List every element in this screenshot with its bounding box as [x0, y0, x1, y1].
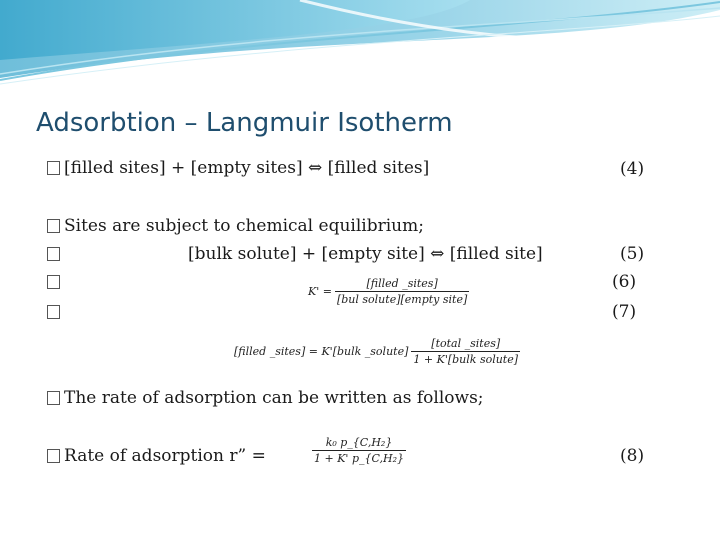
formula-rate [312, 436, 406, 465]
bullet-icon [47, 247, 60, 261]
formula-filled-sites-denominator: 1 + K'[bulk solute] [413, 353, 519, 366]
bullet-icon [47, 161, 60, 175]
bullet-icon [47, 275, 60, 289]
formula-k-prime-lhs: K' = [308, 285, 332, 298]
decorative-banner [0, 0, 720, 90]
equation-number-7: (7) [612, 302, 637, 322]
fraction-bar [312, 450, 406, 451]
bullet-icon [47, 305, 60, 319]
slide-title: Adsorbtion – Langmuir Isotherm [36, 108, 453, 138]
formula-filled-sites-lhs: [filled _sites] = K'[bulk _solute] [234, 345, 409, 358]
bullet-line-2 [47, 215, 424, 237]
bullet-text-7: Rate of adsorption r” = [64, 446, 266, 466]
fraction-bar [335, 291, 469, 292]
formula-k-prime-denominator: [bul solute][empty site] [336, 293, 468, 306]
bullet-line-5 [47, 301, 64, 323]
bullet-line-6 [47, 387, 484, 409]
bullet-line-3 [47, 243, 64, 265]
bullet-icon [47, 449, 60, 463]
formula-k-prime [308, 277, 469, 306]
formula-filled-sites [234, 337, 520, 366]
bullet-text-1: [filled sites] + [empty sites] ⇔ [filled sites] [64, 158, 430, 178]
fraction-bar [411, 351, 520, 352]
bullet-line-7 [47, 445, 266, 467]
formula-rate-denominator: 1 + K' p_{C,H₂} [314, 452, 405, 465]
formula-filled-sites-numerator: [total _sites] [431, 337, 501, 350]
equation-number-6: (6) [612, 272, 637, 292]
formula-k-prime-numerator: [filled _sites] [366, 277, 438, 290]
bullet-icon [47, 219, 60, 233]
equation-number-8: (8) [620, 446, 645, 466]
bullet-text-2: Sites are subject to chemical equilibrium; [64, 216, 424, 236]
bullet-text-3: [bulk solute] + [empty site] ⇔ [filled site] [188, 244, 543, 264]
equation-number-4: (4) [620, 159, 645, 179]
equation-number-5: (5) [620, 244, 645, 264]
formula-rate-numerator: k₀ p_{C,H₂} [325, 436, 393, 449]
bullet-icon [47, 391, 60, 405]
bullet-line-4 [47, 271, 64, 293]
bullet-line-1 [47, 157, 429, 179]
bullet-text-6: The rate of adsorption can be written as follows; [64, 388, 484, 408]
